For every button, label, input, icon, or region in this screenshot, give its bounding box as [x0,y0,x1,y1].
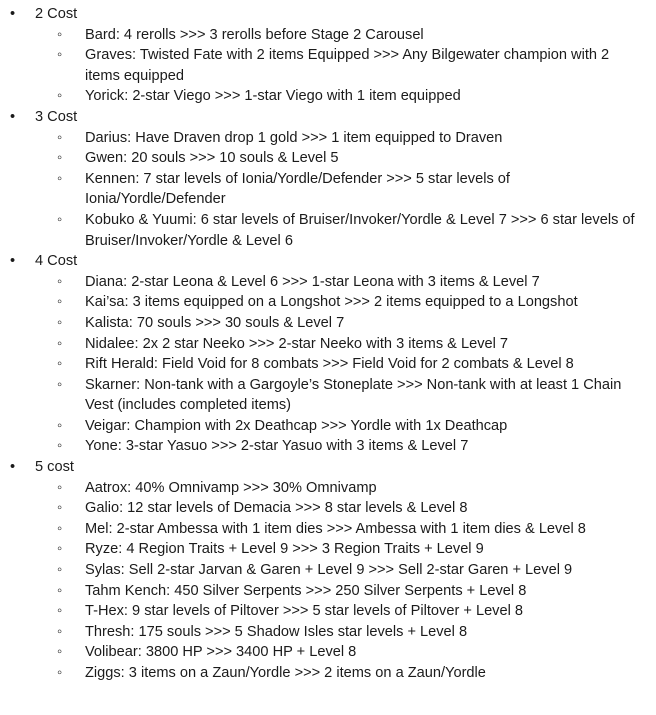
list-item-text: Sylas: Sell 2-star Jarvan & Garen + Level 9 >>> Sell 2-star Garen + Level 9 [85,562,573,579]
list-item [35,642,650,663]
circle-bullet-icon: ◦ [57,479,63,496]
circle-bullet-icon: ◦ [57,356,63,373]
list-item-text: Skarner: Non-tank with a Gargoyle’s Stoneplate >>> Non-tank with at least 1 Chain Vest (includes completed items) [85,376,622,414]
circle-bullet-icon: ◦ [57,582,63,599]
list-item-text: Ziggs: 3 items on a Zaun/Yordle >>> 2 items on a Zaun/Yordle [85,665,486,681]
section-4-cost [0,251,650,457]
circle-bullet-icon: ◦ [57,644,63,661]
section-3-cost [0,107,650,251]
list-item [35,601,650,622]
circle-bullet-icon: ◦ [57,417,63,434]
disc-bullet-icon: • [10,253,16,270]
list-item-text: Mel: 2-star Ambessa with 1 item dies >>> Ambessa with 1 item dies & Level 8 [85,520,586,537]
list-item-text: Tahm Kench: 450 Silver Serpents >>> 250 Silver Serpents + Level 8 [85,582,527,599]
circle-bullet-icon: ◦ [57,47,63,64]
list-item [35,86,650,107]
section-label: 3 Cost [35,108,78,125]
section-5-cost [0,457,650,684]
list-item-text: Darius: Have Draven drop 1 gold >>> 1 item equipped to Draven [85,129,503,146]
list-item [35,148,650,169]
circle-bullet-icon: ◦ [57,335,63,352]
circle-bullet-icon: ◦ [57,665,63,681]
circle-bullet-icon: ◦ [57,376,63,393]
list-item-text: Yorick: 2-star Viego >>> 1-star Viego with 1 item equipped [85,88,461,105]
list-item [35,581,650,602]
list-item-text: Kennen: 7 star levels of Ionia/Yordle/Defender >>> 5 star levels of Ionia/Yordle/Defender [85,170,510,208]
section-2-cost-items [35,25,650,107]
list-item-text: Graves: Twisted Fate with 2 items Equipped >>> Any Bilgewater champion with 2 items equipped [85,47,610,84]
list-item [35,354,650,375]
list-item [35,334,650,355]
disc-bullet-icon: • [10,6,16,22]
disc-bullet-icon: • [10,108,16,125]
section-2-cost [0,4,650,107]
circle-bullet-icon: ◦ [57,211,63,228]
list-item [35,519,650,540]
circle-bullet-icon: ◦ [57,623,63,640]
circle-bullet-icon: ◦ [57,603,63,620]
section-5-cost-items [35,478,650,684]
list-item [35,272,650,293]
list-item-text: Kobuko & Yuumi: 6 star levels of Bruiser/Invoker/Yordle & Level 7 >>> 6 star levels of Bruiser/Invoker/Yordle & Level 6 [85,211,635,249]
list-item [35,663,650,684]
list-item-text: Volibear: 3800 HP >>> 3400 HP + Level 8 [85,644,357,661]
list-item-text: Gwen: 20 souls >>> 10 souls & Level 5 [85,150,339,167]
list-item-text: Aatrox: 40% Omnivamp >>> 30% Omnivamp [85,479,377,496]
list-item [35,169,650,210]
list-item-text: Diana: 2-star Leona & Level 6 >>> 1-star Leona with 3 items & Level 7 [85,273,540,290]
list-item-text: Ryze: 4 Region Traits + Level 9 >>> 3 Region Traits + Level 9 [85,541,484,558]
circle-bullet-icon: ◦ [57,541,63,558]
list-item-text: Rift Herald: Field Void for 8 combats >>> Field Void for 2 combats & Level 8 [85,356,574,373]
list-item [35,478,650,499]
list-item [35,498,650,519]
list-item [35,25,650,46]
list-item [35,313,650,334]
disc-bullet-icon: • [10,459,16,476]
circle-bullet-icon: ◦ [57,26,63,43]
list-item-text: Kai’sa: 3 items equipped on a Longshot >>> 2 items equipped to a Longshot [85,294,578,311]
list-item [35,45,650,86]
list-item-text: Galio: 12 star levels of Demacia >>> 8 star levels & Level 8 [85,500,468,517]
section-label: 2 Cost [35,6,78,22]
list-item [35,292,650,313]
list-item-text: Yone: 3-star Yasuo >>> 2-star Yasuo with 3 items & Level 7 [85,438,469,455]
list-item-text: Kalista: 70 souls >>> 30 souls & Level 7 [85,314,345,331]
list-item-text: Nidalee: 2x 2 star Neeko >>> 2-star Neeko with 3 items & Level 7 [85,335,509,352]
circle-bullet-icon: ◦ [57,88,63,105]
section-label: 5 cost [35,459,74,476]
list-item-text: T-Hex: 9 star levels of Piltover >>> 5 star levels of Piltover + Level 8 [85,603,524,620]
section-label: 4 Cost [35,253,78,270]
list-item-text: Thresh: 175 souls >>> 5 Shadow Isles star levels + Level 8 [85,623,468,640]
circle-bullet-icon: ◦ [57,438,63,455]
section-3-cost-items [35,128,650,252]
cost-change-list [0,4,650,684]
list-item [35,416,650,437]
list-item [35,210,650,251]
list-item-text: Veigar: Champion with 2x Deathcap >>> Yordle with 1x Deathcap [85,417,508,434]
list-item-text: Bard: 4 rerolls >>> 3 rerolls before Stage 2 Carousel [85,26,424,43]
circle-bullet-icon: ◦ [57,170,63,187]
circle-bullet-icon: ◦ [57,562,63,579]
list-item [35,539,650,560]
circle-bullet-icon: ◦ [57,500,63,517]
list-item [35,622,650,643]
circle-bullet-icon: ◦ [57,520,63,537]
list-item [35,436,650,457]
circle-bullet-icon: ◦ [57,294,63,311]
section-4-cost-items [35,272,650,457]
list-item [35,375,650,416]
circle-bullet-icon: ◦ [57,314,63,331]
circle-bullet-icon: ◦ [57,273,63,290]
circle-bullet-icon: ◦ [57,129,63,146]
list-item [35,128,650,149]
list-item [35,560,650,581]
circle-bullet-icon: ◦ [57,150,63,167]
